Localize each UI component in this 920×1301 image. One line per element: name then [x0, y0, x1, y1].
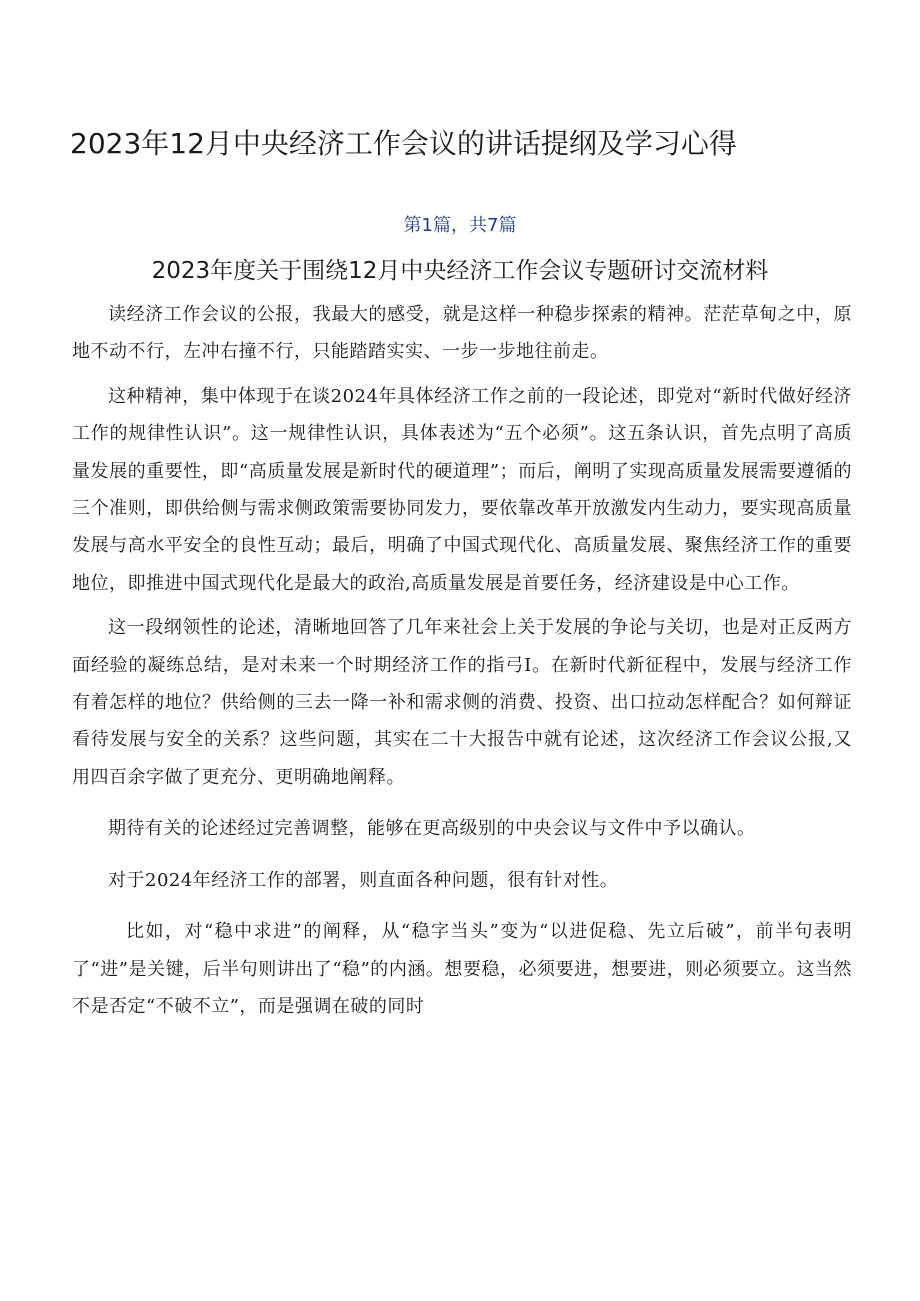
paragraph-6: 比如，对“稳中求进”的阐释，从“稳字当头”变为“以进促稳、先立后破”，前半句表明了“进”是关键，后半句则讲出了“稳”的内涵。想要稳，必须要进，想要进，则必须要立。这当然不是否定“不破不立”，而是强调在破的同时: [72, 921, 852, 1017]
paragraph-5: 对于2024年经济工作的部署，则直面各种问题，很有针对性。: [108, 869, 619, 891]
paragraph-3: 这一段纲领性的论述，清晰地回答了几年来社会上关于发展的争论与关切，也是对正反两方面经验的凝练总结，是对未来一个时期经济工作的指弓I。在新时代新征程中，发展与经济工作有着怎样的地位？供给侧的三去一降一补和需求侧的消费、投资、出口拉动怎样配合？如何辩证看待发展与安全的关系？这些问题，其实在二十大报告中就有论述，这次经济工作会议公报,又用四百余字做了更充分、更明确地阐释。: [72, 617, 852, 788]
paragraph-4: 期待有关的论述经过完善调整，能够在更高级别的中央会议与文件中予以确认。: [108, 818, 756, 840]
part-indicator: 第1篇，共7篇: [403, 215, 517, 236]
article-title: 2023年度关于围绕12月中央经济工作会议专题研讨交流材料: [151, 258, 769, 284]
document-title: 2023年12月中央经济工作会议的讲话提纲及学习心得: [70, 127, 737, 160]
article-body: [72, 296, 852, 1025]
paragraph-1: 读经济工作会议的公报，我最大的感受，就是这样一种稳步探索的精神。茫茫草甸之中，原地不动不行，左冲右撞不行，只能踏踏实实、一步一步地往前走。: [72, 304, 852, 363]
paragraph-2: 这种精神，集中体现于在谈2024年具体经济工作之前的一段论述，即党对“新时代做好经济工作的规律性认识”。这一规律性认识，具体表述为“五个必须”。这五条认识，首先点明了高质量发展的重要性，即“高质量发展是新时代的硬道理”；而后，阐明了实现高质量发展需要遵循的三个准则，即供给侧与需求侧政策需要协同发力，要依靠改革开放激发内生动力，要实现高质量发展与高水平安全的良性互动；最后，明确了中国式现代化、高质量发展、聚焦经济工作的重要地位，即推进中国式现代化是最大的政治,高质量发展是首要任务，经济建设是中心工作。: [72, 385, 852, 594]
